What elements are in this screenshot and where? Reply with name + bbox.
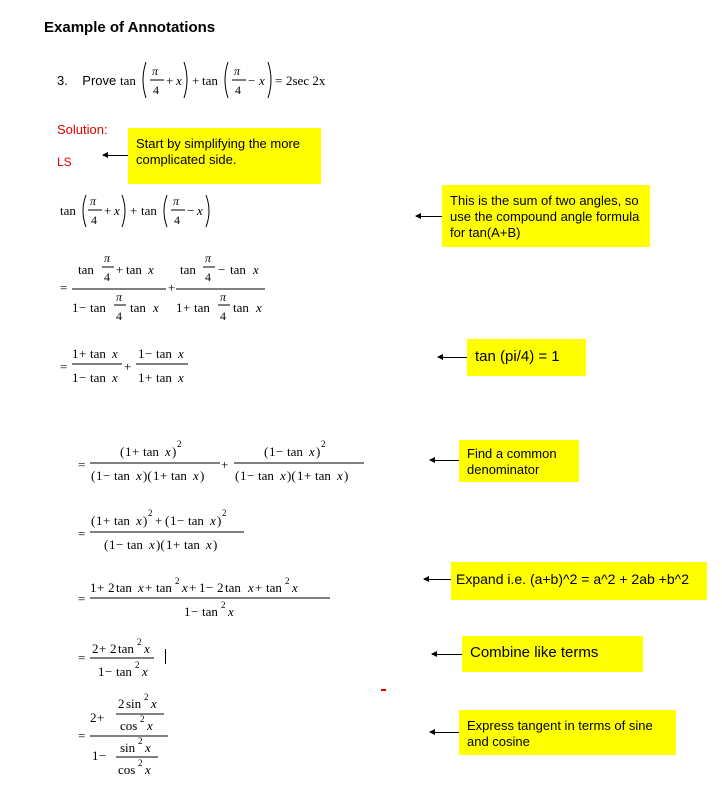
svg-text:cos: cos [120, 718, 138, 733]
svg-text:tan: tan [202, 73, 218, 88]
svg-text:2: 2 [90, 710, 97, 725]
svg-text:): ) [213, 537, 218, 552]
svg-text:tan: tan [118, 641, 134, 656]
svg-text:π: π [205, 251, 212, 265]
svg-text:=: = [78, 650, 86, 665]
svg-text:1: 1 [138, 370, 145, 385]
step-4-expression [78, 436, 368, 486]
svg-text:π: π [173, 194, 180, 208]
svg-text:x: x [153, 300, 159, 315]
svg-text:+: + [145, 370, 153, 385]
svg-text:−: − [116, 537, 124, 552]
svg-text:tan: tan [315, 468, 331, 483]
svg-text:2: 2 [144, 692, 149, 702]
svg-text:): ) [200, 468, 205, 483]
svg-text:(: ( [264, 444, 269, 459]
svg-text:−: − [177, 513, 185, 528]
svg-text:tan: tan [266, 580, 282, 595]
svg-text:+: + [173, 537, 181, 552]
svg-text:x: x [165, 444, 171, 459]
svg-text:(: ( [120, 444, 125, 459]
svg-text:1: 1 [92, 748, 99, 763]
annotation-note: Find a common denominator [459, 440, 579, 482]
svg-text:(: ( [104, 537, 109, 552]
svg-text:tan: tan [156, 580, 172, 595]
svg-text:tan: tan [180, 262, 196, 277]
svg-text:−: − [103, 468, 111, 483]
svg-text:4: 4 [205, 270, 211, 284]
svg-text:x: x [197, 203, 203, 218]
svg-text:x: x [142, 664, 148, 679]
svg-text:−: − [247, 468, 255, 483]
svg-text:2: 2 [285, 576, 290, 586]
svg-text:): ) [344, 468, 349, 483]
svg-text:tan: tan [78, 262, 94, 277]
svg-text:−: − [218, 262, 226, 277]
step-2-expression [60, 250, 280, 330]
svg-text:2: 2 [177, 439, 182, 449]
step-6-expression [78, 572, 338, 622]
svg-text:x: x [144, 641, 150, 656]
svg-text:x: x [112, 346, 118, 361]
svg-text:=: = [60, 280, 68, 295]
svg-text:tan: tan [116, 664, 132, 679]
svg-text:+: + [255, 580, 263, 595]
svg-text:tan: tan [171, 468, 187, 483]
svg-text:+: + [304, 468, 312, 483]
svg-text:2: 2 [217, 580, 224, 595]
svg-text:tan: tan [90, 346, 106, 361]
svg-text:x: x [206, 537, 212, 552]
svg-text:tan: tan [120, 73, 136, 88]
svg-text:tan: tan [143, 444, 159, 459]
svg-text:1: 1 [166, 537, 173, 552]
svg-text:+: + [99, 641, 107, 656]
svg-text:x: x [149, 537, 155, 552]
svg-text:x: x [147, 718, 153, 733]
svg-text:): ) [316, 444, 321, 459]
svg-text:−: − [187, 203, 195, 218]
svg-text:(: ( [165, 513, 170, 528]
svg-text:−: − [248, 73, 256, 88]
annotation-arrow [416, 216, 444, 217]
svg-text:−: − [79, 300, 87, 315]
svg-text:tan: tan [126, 262, 142, 277]
svg-text:x: x [112, 370, 118, 385]
svg-text:+: + [79, 346, 87, 361]
svg-text:tan: tan [156, 346, 172, 361]
svg-text:tan: tan [225, 580, 241, 595]
svg-text:x: x [151, 696, 157, 711]
text-cursor [165, 649, 166, 664]
svg-text:+: + [166, 73, 174, 88]
svg-text:2: 2 [148, 508, 153, 518]
svg-text:+: + [103, 513, 111, 528]
svg-text:cos: cos [118, 762, 136, 777]
svg-text:2sec 2x: 2sec 2x [286, 73, 326, 88]
red-mark [381, 689, 386, 691]
svg-text:2: 2 [140, 714, 145, 724]
svg-text:x: x [136, 513, 142, 528]
svg-text:x: x [309, 444, 315, 459]
svg-text:x: x [280, 468, 286, 483]
svg-text:2: 2 [321, 439, 326, 449]
solution-label: Solution: [57, 122, 108, 137]
svg-text:tan: tan [184, 537, 200, 552]
svg-text:1: 1 [96, 513, 103, 528]
step-5-expression [78, 505, 258, 555]
svg-text:x: x [138, 580, 144, 595]
svg-text:4: 4 [116, 309, 122, 323]
svg-text:2: 2 [221, 600, 226, 610]
svg-text:sin: sin [120, 740, 136, 755]
svg-text:2: 2 [108, 580, 115, 595]
svg-text:tan: tan [287, 444, 303, 459]
svg-text:tan: tan [233, 300, 249, 315]
svg-text:x: x [292, 580, 298, 595]
svg-text:2: 2 [118, 696, 125, 711]
svg-text:−: − [191, 604, 199, 619]
svg-text:=: = [78, 457, 86, 472]
svg-text:): ) [172, 444, 177, 459]
svg-text:=: = [78, 591, 86, 606]
question-expression [120, 58, 360, 104]
svg-text:x: x [259, 73, 265, 88]
svg-text:−: − [105, 664, 113, 679]
svg-text:): ) [143, 513, 148, 528]
annotation-note: This is the sum of two angles, so use the compound angle formula for tan(A+B) [442, 185, 650, 247]
svg-text:2: 2 [135, 660, 140, 670]
svg-text:tan: tan [230, 262, 246, 277]
svg-text:=: = [78, 526, 86, 541]
svg-text:(: ( [91, 513, 96, 528]
svg-text:2: 2 [175, 576, 180, 586]
svg-text:π: π [220, 290, 227, 304]
svg-text:tan: tan [127, 537, 143, 552]
svg-text:2: 2 [138, 758, 143, 768]
svg-text:x: x [193, 468, 199, 483]
annotation-arrow [438, 357, 468, 358]
step-3-expression [60, 344, 220, 388]
svg-text:x: x [114, 203, 120, 218]
annotation-note: Combine like terms [462, 636, 643, 672]
svg-text:1: 1 [176, 300, 183, 315]
svg-text:1: 1 [240, 468, 247, 483]
svg-text:π: π [104, 251, 111, 265]
svg-text:1: 1 [72, 370, 79, 385]
svg-text:+: + [124, 359, 132, 374]
svg-text:tan: tan [116, 580, 132, 595]
svg-text:x: x [253, 262, 259, 277]
svg-text:−: − [145, 346, 153, 361]
svg-text:x: x [136, 468, 142, 483]
step-7-expression [78, 636, 178, 682]
svg-text:1: 1 [90, 580, 97, 595]
svg-text:4: 4 [91, 213, 97, 227]
svg-text:tan: tan [202, 604, 218, 619]
annotation-note: tan (pi/4) = 1 [467, 339, 586, 376]
svg-text:+: + [116, 262, 124, 277]
svg-text:x: x [228, 604, 234, 619]
svg-text:+: + [145, 580, 153, 595]
svg-text:=: = [275, 73, 283, 88]
svg-text:−: − [79, 370, 87, 385]
svg-text:tan: tan [156, 370, 172, 385]
page-title: Example of Annotations [44, 19, 216, 36]
annotation-note: Start by simplifying the more complicated side. [128, 128, 321, 184]
svg-text:−: − [276, 444, 284, 459]
svg-text:2: 2 [92, 641, 99, 656]
svg-text:π: π [152, 64, 159, 78]
annotation-note: Expand i.e. (a+b)^2 = a^2 + 2ab +b^2 [451, 562, 707, 600]
svg-text:2: 2 [137, 637, 142, 647]
svg-text:+: + [97, 710, 105, 725]
svg-text:2: 2 [110, 641, 117, 656]
annotation-arrow [430, 460, 460, 461]
svg-text:): ) [217, 513, 222, 528]
svg-text:+: + [168, 280, 176, 295]
svg-text:tan: tan [90, 370, 106, 385]
svg-text:)(: )( [143, 468, 152, 483]
svg-text:1: 1 [98, 664, 105, 679]
svg-text:+: + [97, 580, 105, 595]
svg-text:x: x [178, 370, 184, 385]
step-8-expression [78, 690, 178, 785]
svg-text:+: + [104, 203, 112, 218]
svg-text:1: 1 [72, 346, 79, 361]
svg-text:tan: tan [114, 468, 130, 483]
svg-text:tan: tan [141, 203, 157, 218]
svg-text:(: ( [91, 468, 96, 483]
svg-text:tan: tan [188, 513, 204, 528]
svg-text:π: π [90, 194, 97, 208]
svg-text:)(: )( [287, 468, 296, 483]
svg-text:π: π [116, 290, 123, 304]
svg-text:4: 4 [220, 309, 226, 323]
svg-text:tan: tan [194, 300, 210, 315]
svg-text:tan: tan [114, 513, 130, 528]
annotation-arrow [430, 732, 460, 733]
svg-text:x: x [182, 580, 188, 595]
svg-text:1: 1 [153, 468, 160, 483]
svg-text:x: x [148, 262, 154, 277]
annotation-note: Express tangent in terms of sine and cosine [459, 710, 676, 755]
annotation-arrow [424, 579, 452, 580]
svg-text:4: 4 [104, 270, 110, 284]
svg-text:1: 1 [125, 444, 132, 459]
svg-text:1: 1 [199, 580, 206, 595]
svg-text:tan: tan [130, 300, 146, 315]
svg-text:+: + [192, 73, 200, 88]
svg-text:+: + [155, 513, 163, 528]
svg-text:2: 2 [222, 508, 227, 518]
ls-label: LS [57, 155, 72, 169]
svg-text:1: 1 [72, 300, 79, 315]
svg-text:x: x [256, 300, 262, 315]
svg-text:+: + [130, 203, 138, 218]
question-number: 3. Prove [57, 73, 117, 88]
svg-text:x: x [210, 513, 216, 528]
svg-text:2: 2 [138, 736, 143, 746]
step-1-expression [60, 193, 240, 239]
svg-text:x: x [145, 740, 151, 755]
svg-text:+: + [189, 580, 197, 595]
annotation-arrow [432, 654, 462, 655]
svg-text:4: 4 [174, 213, 180, 227]
svg-text:1: 1 [297, 468, 304, 483]
svg-text:x: x [337, 468, 343, 483]
svg-text:1: 1 [96, 468, 103, 483]
svg-text:x: x [248, 580, 254, 595]
svg-text:4: 4 [235, 83, 241, 97]
svg-text:π: π [234, 64, 241, 78]
svg-text:=: = [60, 359, 68, 374]
svg-text:1: 1 [184, 604, 191, 619]
svg-text:1: 1 [170, 513, 177, 528]
svg-text:tan: tan [258, 468, 274, 483]
svg-text:tan: tan [60, 203, 76, 218]
svg-text:4: 4 [153, 83, 159, 97]
svg-text:)(: )( [156, 537, 165, 552]
svg-text:+: + [221, 457, 229, 472]
svg-text:−: − [206, 580, 214, 595]
svg-text:+: + [183, 300, 191, 315]
svg-text:+: + [160, 468, 168, 483]
svg-text:−: − [99, 748, 107, 763]
svg-text:x: x [145, 762, 151, 777]
svg-text:=: = [78, 728, 86, 743]
svg-text:tan: tan [90, 300, 106, 315]
svg-text:x: x [176, 73, 182, 88]
svg-text:1: 1 [109, 537, 116, 552]
svg-text:x: x [178, 346, 184, 361]
svg-text:1: 1 [138, 346, 145, 361]
svg-text:(: ( [235, 468, 240, 483]
svg-text:1: 1 [269, 444, 276, 459]
svg-text:+: + [132, 444, 140, 459]
svg-text:sin: sin [126, 696, 142, 711]
